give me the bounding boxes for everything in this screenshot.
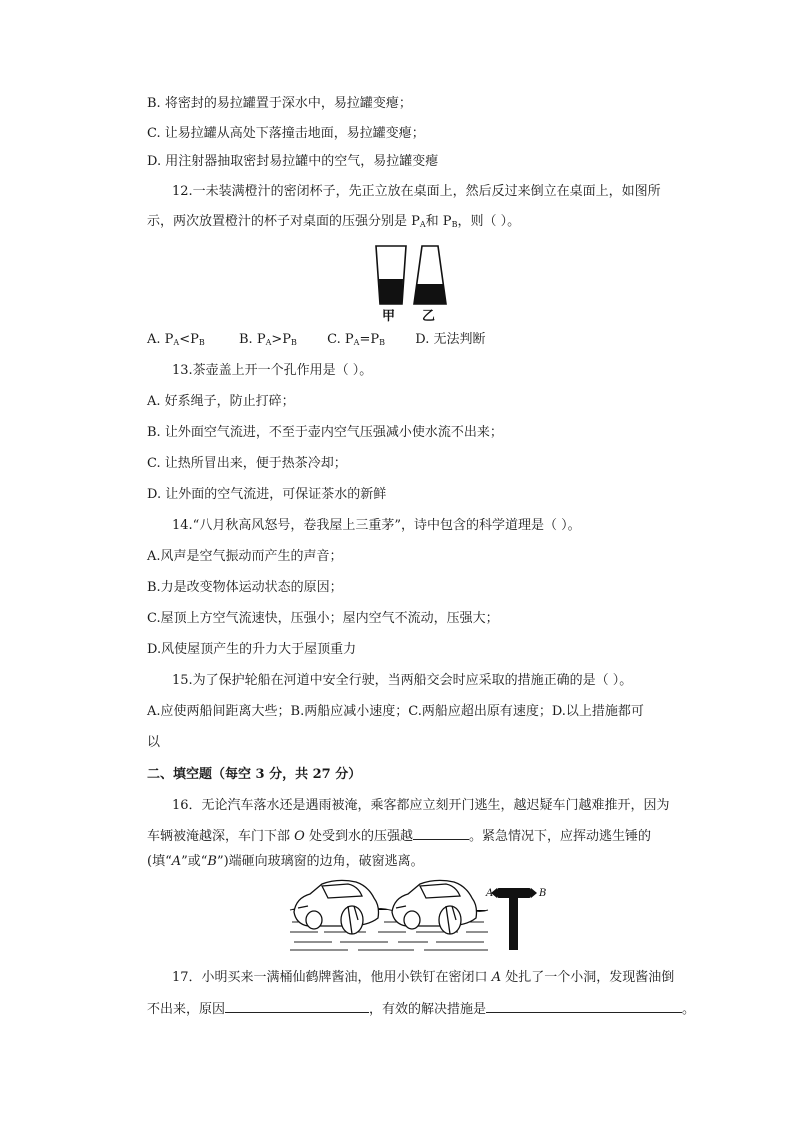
q11-option-d: D. 用注射器抽取密封易拉罐中的空气，易拉罐变瘪: [147, 154, 439, 169]
q13-stem: 13.茶壶盖上开一个孔作用是（ ）。: [172, 363, 373, 378]
hammer-tip-b: [531, 888, 537, 898]
q12-option-b: B. $P_A>P_B$: [239, 332, 297, 347]
q14-stem: 14.“八月秋高风怒号，卷我屋上三重茅”，诗中包含的科学道理是（ ）。: [172, 518, 581, 533]
q16-stem-line2: 车辆被淹越深，车门下部 O 处受到水的压强越 。紧急情况下，应挥动逃生锤的: [147, 825, 651, 846]
juice-upright: [379, 279, 403, 304]
car-2: [392, 880, 477, 934]
figure-label-jia: 甲: [382, 309, 396, 322]
q17-reason-blank[interactable]: [225, 998, 369, 1013]
q14-option-b: B.力是改变物体运动状态的原因；: [147, 580, 343, 595]
hammer-handle: [509, 898, 518, 950]
q13-option-c: C. 让热所冒出来，便于热茶冷却；: [147, 456, 347, 471]
q16-stem-line1: 16．无论汽车落水还是遇雨被淹，乘客都应立刻开门逃生，越迟疑车门越难推开，因为: [172, 798, 670, 813]
q13-option-b: B. 让外面空气流进，不至于壶内空气压强减小使水流不出来；: [147, 425, 503, 440]
q12-cups-figure: [370, 244, 455, 322]
q15-options: A.应使两船间距离大些；B.两船应减小速度；C.两船应超出原有速度；D.以上措施都可: [147, 704, 644, 719]
q16-answer-blank[interactable]: [413, 825, 469, 840]
q12-stem-line1: 12.一未装满橙汁的密闭杯子，先正立放在桌面上，然后反过来倒立在桌面上，如图所: [172, 184, 661, 199]
q12-option-c: C. $P_A=P_B$: [327, 332, 385, 347]
juice-inverted: [414, 284, 446, 304]
hammer-label-b: B: [539, 888, 547, 899]
q17-stem-line1: 17．小明买来一满桶仙鹤牌酱油，他用小铁钉在密闭口 A 处扎了一个小洞，发现酱油倒: [172, 970, 675, 985]
hammer-head: [497, 888, 531, 898]
q16-cars-hammer-figure: [288, 876, 550, 956]
q11-option-c: C. 让易拉罐从高处下落撞击地面，易拉罐变瘪；: [147, 126, 425, 141]
q12-options: [147, 331, 486, 352]
q14-option-c: C.屋顶上方空气流速快，压强小；屋内空气不流动，压强大；: [147, 611, 499, 626]
car-2-front-wheel: [404, 911, 420, 929]
section-heading-fill-in: 二、填空题（每空 3 分，共 27 分）: [147, 767, 362, 782]
q13-option-a: A. 好系绳子，防止打碎；: [147, 394, 295, 409]
q17-solution-blank[interactable]: [486, 998, 682, 1013]
q11-option-b: B. 将密封的易拉罐置于深水中，易拉罐变瘪；: [147, 96, 412, 111]
q14-option-a: A.风声是空气振动而产生的声音；: [147, 549, 343, 564]
q15-options-continued: 以: [147, 735, 161, 750]
q15-stem: 15.为了保护轮船在河道中安全行驶，当两船交会时应采取的措施正确的是（ ）。: [172, 673, 633, 688]
car-1: [294, 880, 379, 934]
q14-option-d: D.风使屋顶产生的升力大于屋顶重力: [147, 642, 357, 657]
q12-option-a: A. $P_A<P_B$: [147, 332, 205, 347]
q13-option-d: D. 让外面的空气流进，可保证茶水的新鲜: [147, 487, 387, 502]
escape-hammer: [491, 888, 537, 950]
figure-label-yi: 乙: [422, 309, 436, 322]
q17-stem-line2: 不出来，原因 ，有效的解决措施是 。: [147, 998, 695, 1019]
car-1-front-wheel: [306, 911, 322, 929]
hammer-label-a: A: [486, 888, 494, 899]
q12-stem-line2: 示，两次放置橙汁的杯子对桌面的压强分别是 $P_A$和 $P_B$，则（ ）。: [147, 214, 521, 229]
q16-stem-line3: (填“A”或“B”)端砸向玻璃窗的边角，破窗逃离。: [147, 854, 424, 869]
q12-option-d: D. 无法判断: [415, 332, 486, 347]
